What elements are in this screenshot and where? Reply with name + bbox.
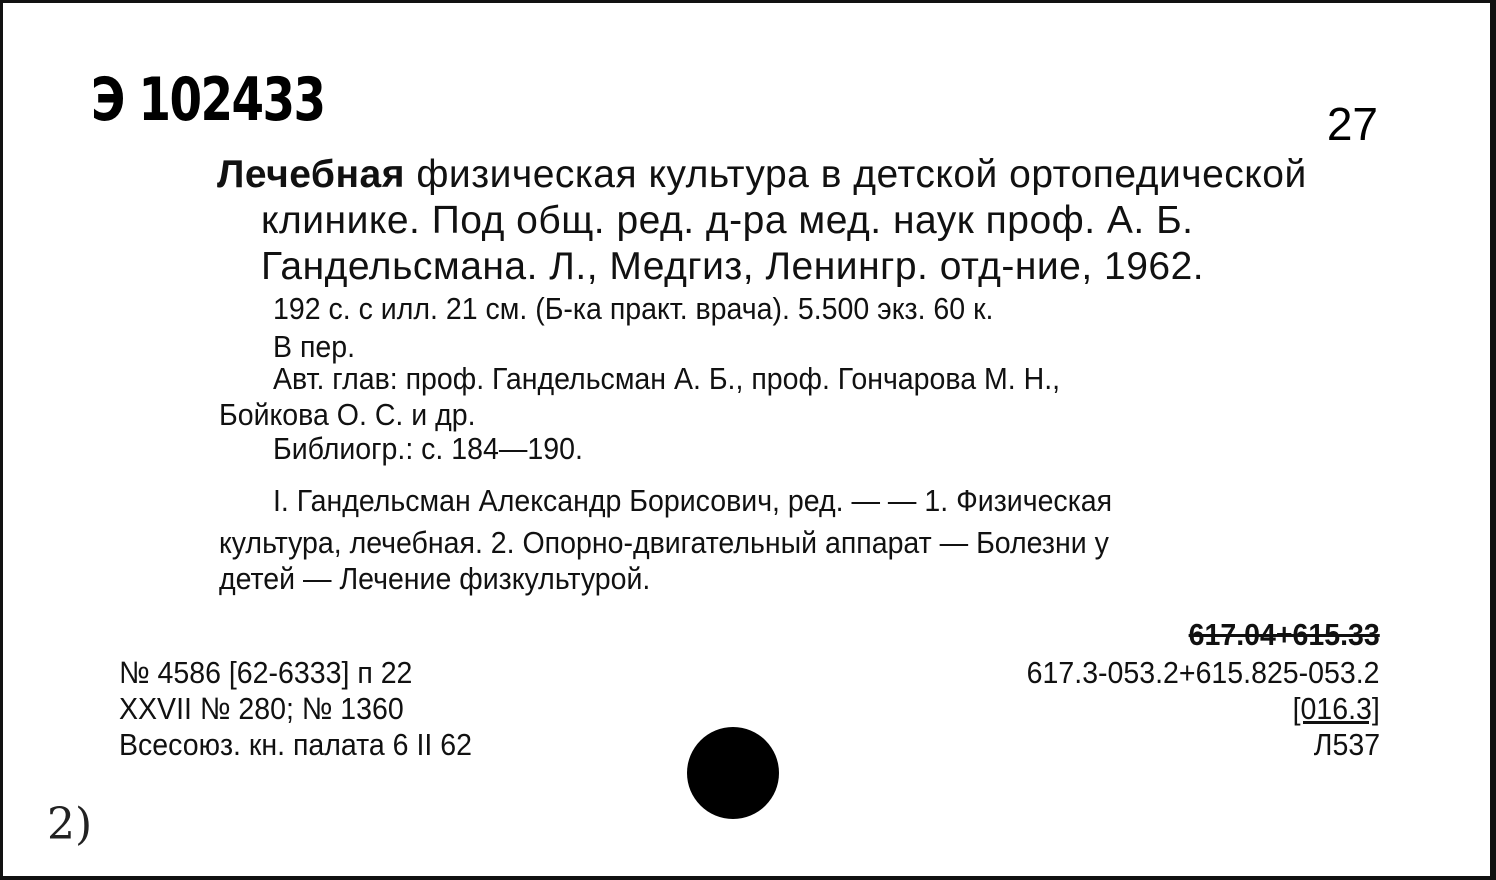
bbk-code: [016.3] xyxy=(1292,691,1380,726)
bibliography-note: Библиогр.: с. 184—190. xyxy=(273,431,583,466)
title-bold: Лечебная xyxy=(217,153,405,196)
udc-code: 617.3-053.2+615.825-053.2 xyxy=(1027,655,1380,690)
punch-hole xyxy=(687,727,779,819)
author-mark: Л537 xyxy=(1313,727,1380,762)
title-line-2: клинике. Под общ. ред. д-ра мед. наук проф. А. Б. xyxy=(261,199,1194,242)
chamber-date: Всесоюз. кн. палата 6 II 62 xyxy=(119,727,472,762)
tracings-line-2: культура, лечебная. 2. Опорно-двигательный аппарат — Болезни у xyxy=(219,525,1109,560)
physical-description: 192 с. с илл. 21 см. (Б-ка практ. врача). 5.500 экз. 60 к. xyxy=(273,291,994,326)
title-line-1 xyxy=(217,153,1307,197)
authors-line-1: Авт. глав: проф. Гандельсман А. Б., проф. Гончарова М. Н., xyxy=(273,361,1061,396)
title-line-3: Гандельсмана. Л., Медгиз, Ленингр. отд-ние, 1962. xyxy=(261,245,1205,288)
title-rest: физическая культура в детской ортопедической xyxy=(416,153,1307,196)
authors-line-2: Бойкова О. С. и др. xyxy=(219,397,476,432)
chronicle-number: XXVII № 280; № 1360 xyxy=(119,691,404,726)
registration-number: № 4586 [62-6333] п 22 xyxy=(119,655,413,690)
handwritten-mark: 2) xyxy=(47,799,93,850)
udc-struck: 617.04+615.33 xyxy=(1188,617,1380,652)
inventory-number: Э 102433 xyxy=(91,65,325,135)
tracings-line-1: I. Гандельсман Александр Борисович, ред. — — 1. Физическая xyxy=(273,483,1113,518)
tracings-line-3: детей — Лечение физкультурой. xyxy=(219,561,651,596)
card-number: 27 xyxy=(1326,98,1378,150)
binding-note: В пер. xyxy=(273,329,356,364)
